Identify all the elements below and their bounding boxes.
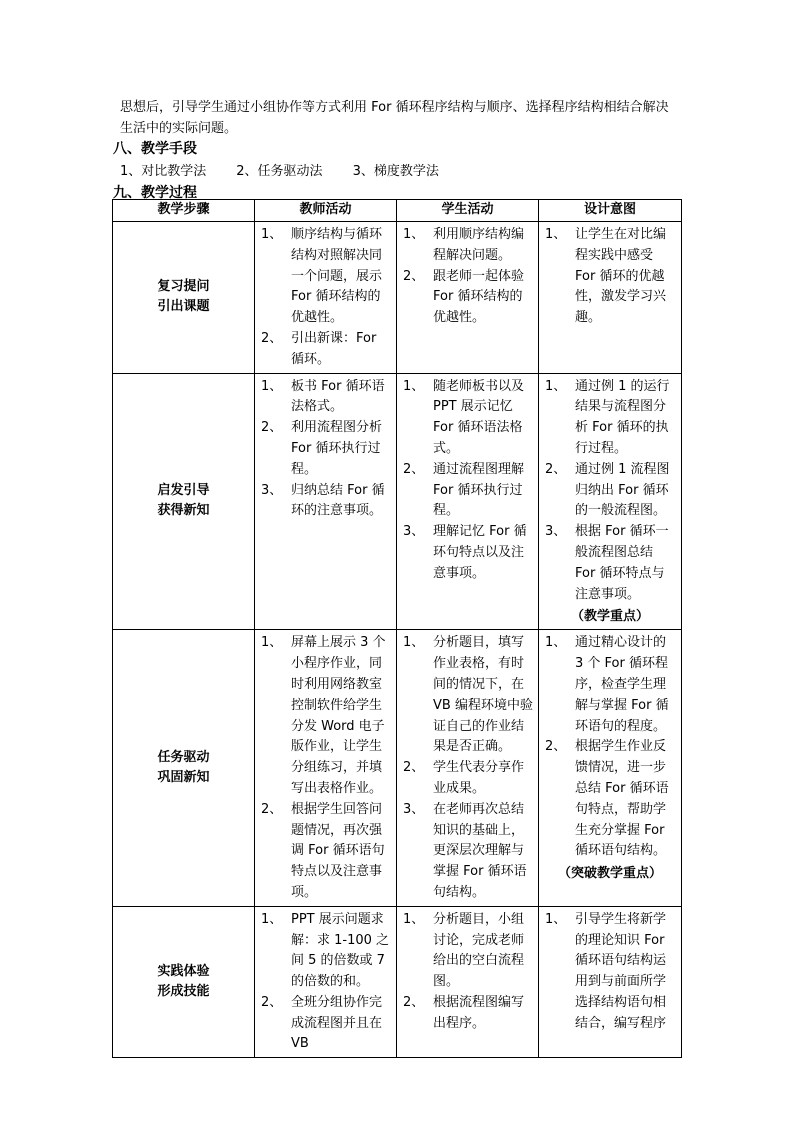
student-cell	[397, 906, 539, 1058]
item-text: 利用流程图分析 For 循环执行过程。	[291, 420, 383, 477]
item-text: 板书 For 循环语法格式。	[291, 378, 385, 415]
student-cell	[397, 373, 539, 630]
header-step: 教学步骤	[113, 200, 255, 222]
teacher-cell	[255, 222, 397, 374]
item-number: 1、	[403, 227, 425, 242]
item-number: 2、	[261, 330, 283, 346]
design-cell	[539, 630, 682, 906]
item-number: 2、	[403, 268, 425, 284]
item-number: 2、	[545, 461, 567, 477]
table-row	[113, 222, 682, 374]
list-item	[403, 267, 534, 329]
list-item	[545, 522, 677, 605]
teaching-process-table	[112, 199, 682, 1058]
item-number: 1、	[261, 635, 283, 651]
list-item	[261, 800, 392, 904]
emphasis-note: （教学重点）	[570, 609, 649, 625]
item-text: 引导学生将新学的理论知识 For 循环语句结构运用到与前面所学选择结构语句相结合，编写程序	[575, 911, 667, 1031]
item-number: 3、	[261, 482, 283, 498]
item-text: 引出新课：For 循环。	[291, 330, 377, 367]
step-label-line: 获得新知	[157, 503, 210, 519]
item-number: 1、	[545, 911, 567, 927]
item-text: 根据流程图编写出程序。	[433, 994, 525, 1031]
student-list	[397, 222, 538, 331]
item-number: 2、	[261, 994, 283, 1010]
item-text: 让学生在对比编程实践中感受 For 循环的优越性，激发学习兴趣。	[575, 227, 667, 326]
step-cell	[113, 373, 255, 630]
teacher-list	[255, 907, 396, 1058]
list-item	[261, 225, 392, 329]
design-cell	[539, 373, 682, 630]
list-item	[545, 633, 677, 737]
item-number: 3、	[403, 801, 425, 817]
item-text: 分析题目，填写作业表格，有时间的情况下，在 VB 编程环境中验证自己的作业结果是否正确。	[433, 635, 533, 755]
item-number: 1、	[261, 227, 283, 242]
design-list	[539, 222, 681, 331]
item-text: 学生代表分享作业成果。	[433, 760, 525, 796]
item-text: 理解记忆 For 循环句特点以及注意事项。	[433, 524, 527, 581]
step-cell	[113, 630, 255, 906]
design-cell	[539, 222, 682, 374]
item-text: 通过精心设计的 3 个 For 循环程序，检查学生理解与掌握 For 循环语句的程度。	[575, 635, 669, 734]
table-row	[113, 906, 682, 1058]
header-design-intent: 设计意图	[539, 200, 682, 222]
item-text: PPT 展示问题求解：求 1-100 之间 5 的倍数或 7 的倍数的和。	[291, 911, 390, 990]
item-number: 2、	[403, 994, 425, 1010]
intro-paragraph: 思想后，引导学生通过小组协作等方式利用 For 循环程序结构与顺序、选择程序结构相结合解决生活中的实际问题。	[120, 100, 669, 136]
method-item: 1、对比教学法	[120, 164, 207, 179]
step-cell	[113, 906, 255, 1058]
teacher-cell	[255, 630, 397, 906]
item-text: 在老师再次总结知识的基础上，更深层次理解与掌握 For 循环语句结构。	[433, 801, 527, 900]
teacher-list	[255, 222, 396, 373]
design-list	[539, 630, 681, 864]
design-list	[539, 374, 681, 608]
step-label-line: 引出课题	[157, 299, 210, 315]
student-cell	[397, 630, 539, 906]
item-text: 归纳总结 For 循环的注意事项。	[291, 482, 385, 519]
item-number: 1、	[403, 635, 425, 651]
item-text: 通过例 1 的运行结果与流程图分析 For 循环的执行过程。	[575, 378, 670, 456]
student-list	[397, 374, 538, 587]
step-label-line: 任务驱动	[157, 750, 210, 766]
step-cell	[113, 222, 255, 374]
method-item: 2、任务驱动法	[236, 164, 323, 179]
student-list	[397, 630, 538, 905]
item-number: 2、	[403, 760, 425, 776]
section-heading-teaching-process: 九、教学过程	[113, 185, 197, 201]
header-teacher-activity: 教师活动	[255, 200, 397, 222]
list-item	[261, 377, 392, 419]
student-cell	[397, 222, 539, 374]
teaching-methods-list	[120, 160, 439, 179]
list-item	[545, 377, 677, 460]
item-number: 2、	[261, 420, 283, 436]
teacher-cell	[255, 373, 397, 630]
item-text: 根据学生回答问题情况，再次强调 For 循环语句特点以及注意事项。	[291, 801, 385, 900]
design-list	[539, 907, 681, 1037]
item-text: 顺序结构与循环结构对照解决同一个问题，展示 For 循环结构的优越性。	[291, 227, 383, 326]
item-number: 2、	[403, 461, 425, 477]
item-number: 3、	[545, 524, 567, 540]
table-row	[113, 630, 682, 906]
item-number: 2、	[545, 739, 567, 755]
section-heading-teaching-means: 八、教学手段	[113, 141, 197, 157]
item-text: 分析题目，小组讨论，完成老师给出的空白流程图。	[433, 911, 525, 990]
list-item	[261, 329, 392, 371]
teacher-cell	[255, 906, 397, 1058]
step-label-line: 实践体验	[157, 963, 210, 979]
step-label-line: 巩固新知	[157, 770, 210, 786]
step-label-line: 启发引导	[157, 483, 210, 499]
item-number: 3、	[403, 524, 425, 540]
method-item: 3、梯度教学法	[352, 164, 439, 179]
list-item	[403, 225, 534, 267]
item-number: 2、	[261, 801, 283, 817]
table-row	[113, 373, 682, 630]
item-text: 全班分组协作完成流程图并且在 VB	[291, 994, 383, 1052]
list-item	[545, 910, 677, 1035]
item-number: 1、	[545, 378, 567, 394]
item-text: 随老师板书以及 PPT 展示记忆 For 循环语法格式。	[433, 378, 525, 456]
list-item	[403, 460, 534, 522]
list-item	[403, 993, 534, 1035]
list-item	[545, 225, 677, 329]
list-item	[261, 993, 392, 1055]
list-item	[403, 377, 534, 460]
item-number: 1、	[545, 227, 567, 242]
list-item	[403, 633, 534, 758]
design-cell	[539, 906, 682, 1058]
list-item	[403, 910, 534, 993]
step-label-line: 形成技能	[157, 983, 210, 999]
item-number: 1、	[403, 911, 425, 927]
item-text: 跟老师一起体验 For 循环结构的优越性。	[433, 268, 525, 326]
item-text: 根据 For 循环一般流程图总结 For 循环特点与注意事项。	[575, 524, 669, 602]
list-item	[261, 418, 392, 480]
item-text: 通过流程图理解 For 循环执行过程。	[433, 461, 525, 519]
item-number: 1、	[403, 378, 425, 394]
list-item	[261, 910, 392, 993]
item-number: 1、	[261, 378, 283, 394]
header-student-activity: 学生活动	[397, 200, 539, 222]
item-text: 屏幕上展示 3 个小程序作业，同时利用网络教室控制软件给学生分发 Word 电子版作业，让学生分组练习，并填写出表格作业。	[291, 635, 386, 796]
list-item	[261, 633, 392, 799]
list-item	[403, 800, 534, 904]
list-item	[545, 737, 677, 862]
item-number: 1、	[261, 911, 283, 927]
item-text: 利用顺序结构编程解决问题。	[433, 227, 525, 263]
list-item	[545, 460, 677, 522]
list-item	[261, 481, 392, 523]
item-number: 1、	[545, 635, 567, 651]
list-item	[403, 758, 534, 800]
item-text: 通过例 1 流程图归纳出 For 循环的一般流程图。	[575, 461, 670, 519]
step-label-line: 复习提问	[157, 279, 210, 295]
list-item	[403, 522, 534, 584]
item-text: 根据学生作业反馈情况，进一步总结 For 循环语句特点，帮助学生充分掌握 For 循环语句结构。	[575, 739, 669, 859]
emphasis-note: （突破教学重点）	[557, 866, 662, 882]
teacher-list	[255, 630, 396, 905]
table-header-row	[113, 200, 682, 222]
teacher-list	[255, 374, 396, 525]
student-list	[397, 907, 538, 1037]
